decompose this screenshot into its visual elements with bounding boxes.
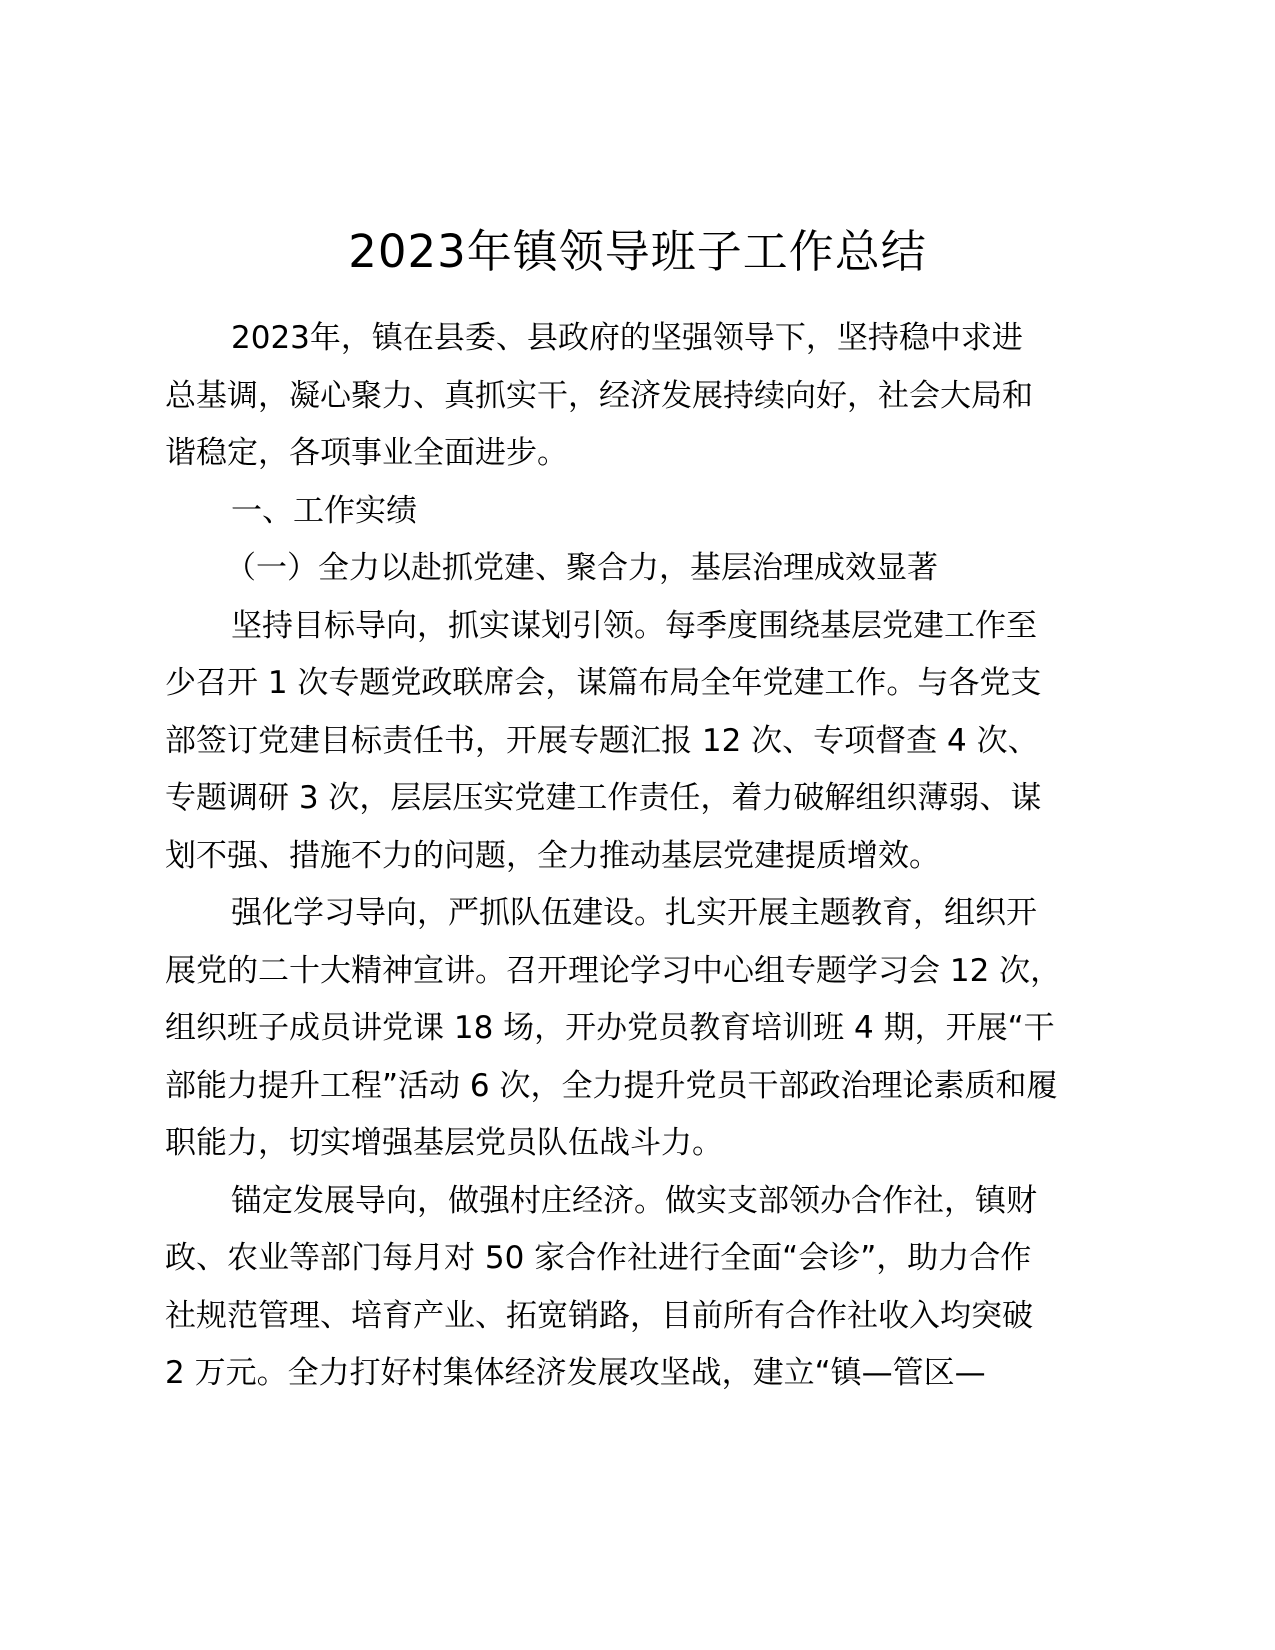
subsection-heading-party-building: （一）全力以赴抓党建、聚合力，基层治理成效显著 [225, 550, 938, 586]
paragraph-learning-orientation-line-1: 强化学习导向，严抓队伍建设。扎实开展主题教育，组织开 [231, 895, 1037, 931]
document-title: 2023年镇领导班子工作总结 [348, 225, 927, 278]
paragraph-development-orientation-line-3: 社规范管理、培育产业、拓宽销路，目前所有合作社收入均突破 [165, 1297, 1033, 1334]
paragraph-goal-orientation-line-1: 坚持目标导向，抓实谋划引领。每季度围绕基层党建工作至 [231, 607, 1037, 644]
paragraph-intro-line-3: 谐稳定，各项事业全面进步。 [165, 435, 568, 471]
paragraph-goal-orientation-line-2: 少召开 1 次专题党政联席会，谋篇布局全年党建工作。与各党支 [165, 665, 1042, 701]
paragraph-intro-line-1: 2023年，镇在县委、县政府的坚强领导下，坚持稳中求进 [231, 320, 1023, 356]
paragraph-development-orientation-line-2: 政、农业等部门每月对 50 家合作社进行全面“会诊”，助力合作 [165, 1240, 1032, 1276]
section-heading-work-results: 一、工作实绩 [231, 492, 417, 529]
paragraph-goal-orientation-line-4: 专题调研 3 次，层层压实党建工作责任，着力破解组织薄弱、谋 [165, 780, 1042, 816]
paragraph-learning-orientation-line-4: 部能力提升工程”活动 6 次，全力提升党员干部政治理论素质和履 [165, 1067, 1058, 1104]
paragraph-learning-orientation-line-5: 职能力，切实增强基层党员队伍战斗力。 [165, 1125, 723, 1161]
paragraph-development-orientation-line-4: 2 万元。全力打好村集体经济发展攻坚战，建立“镇—管区— [165, 1355, 986, 1391]
paragraph-learning-orientation-line-2: 展党的二十大精神宣讲。召开理论学习中心组专题学习会 12 次， [165, 952, 1062, 989]
paragraph-development-orientation-line-1: 锚定发展导向，做强村庄经济。做实支部领办合作社，镇财 [231, 1182, 1037, 1219]
paragraph-goal-orientation-line-5: 划不强、措施不力的问题，全力推动基层党建提质增效。 [165, 837, 940, 874]
paragraph-intro-line-2: 总基调，凝心聚力、真抓实干，经济发展持续向好，社会大局和 [165, 377, 1033, 414]
paragraph-learning-orientation-line-3: 组织班子成员讲党课 18 场，开办党员教育培训班 4 期，开展“干 [165, 1010, 1055, 1046]
paragraph-goal-orientation-line-3: 部签订党建目标责任书，开展专题汇报 12 次、专项督查 4 次、 [165, 722, 1039, 759]
document-body [165, 310, 1120, 1403]
